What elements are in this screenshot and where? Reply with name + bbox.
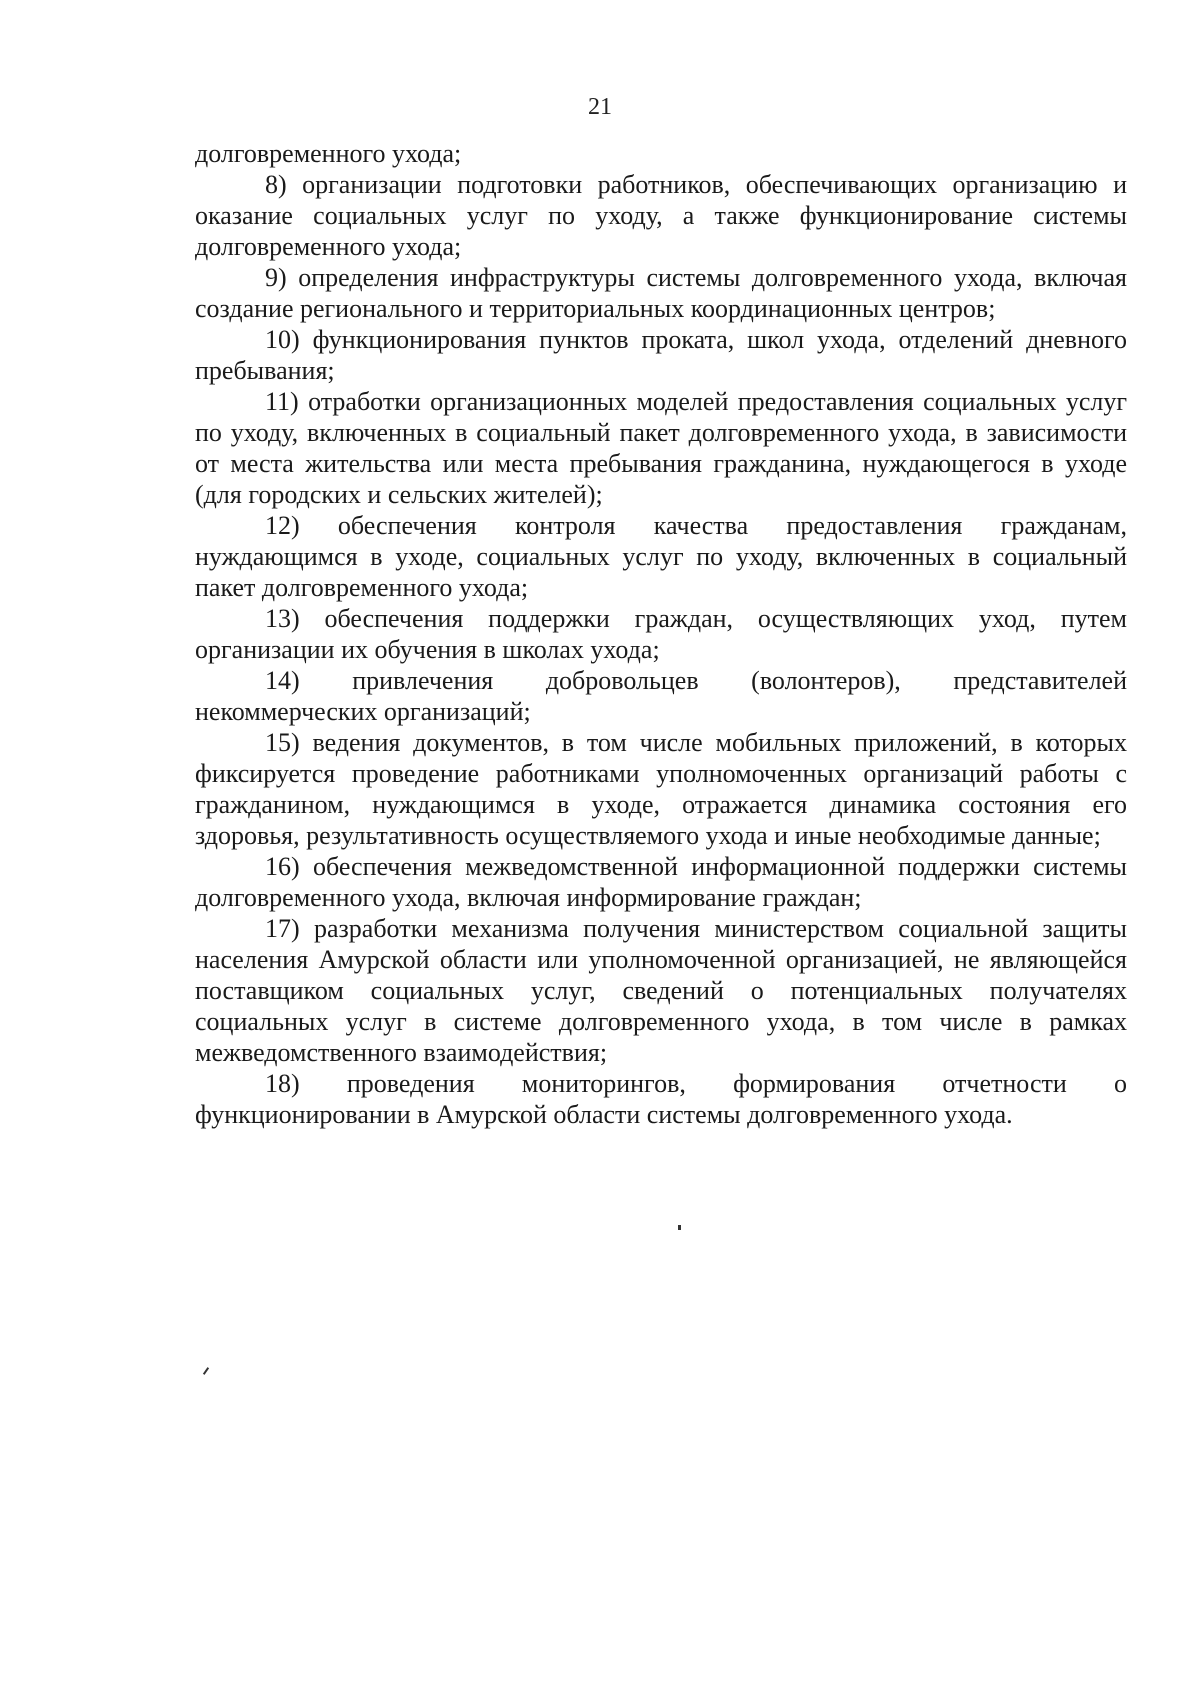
list-item-15: 15) ведения документов, в том числе мобильных приложений, в которых фиксируется проведение работниками уполномоченных организаций работы с гражданином, нуждающимся в уходе, отражается динамика состояния его здоровья, результативность осуществляемого ухода и иные необходимые данные;	[195, 728, 1127, 850]
list-item-16: 16) обеспечения межведомственной информационной поддержки системы долговременного ухода, включая информирование граждан;	[195, 852, 1127, 912]
document-body	[195, 138, 1127, 1130]
list-item-12: 12) обеспечения контроля качества предоставления гражданам, нуждающимся в уходе, социальных услуг по уходу, включенных в социальный пакет долговременного ухода;	[195, 511, 1127, 602]
list-item-11: 11) отработки организационных моделей предоставления социальных услуг по уходу, включенных в социальный пакет долговременного ухода, в зависимости от места жительства или места пребывания гражданина, нуждающегося в уходе (для городских и сельских жителей);	[195, 387, 1127, 509]
page-number: 21	[588, 94, 612, 120]
list-item-10: 10) функционирования пунктов проката, школ ухода, отделений дневного пребывания;	[195, 325, 1127, 385]
list-item-13: 13) обеспечения поддержки граждан, осуществляющих уход, путем организации их обучения в школах ухода;	[195, 604, 1127, 664]
list-item-17: 17) разработки механизма получения министерством социальной защиты населения Амурской области или уполномоченной организацией, не являющейся поставщиком социальных услуг, сведений о потенциальных получателях социальных услуг в системе долговременного ухода, в том числе в рамках межведомственного взаимодействия;	[195, 914, 1127, 1067]
scan-speck	[203, 1367, 209, 1375]
scan-speck	[678, 1225, 681, 1230]
list-item-8: 8) организации подготовки работников, обеспечивающих организацию и оказание социальных услуг по уходу, а также функционирование системы долговременного ухода;	[195, 170, 1127, 261]
list-item-14: 14) привлечения добровольцев (волонтеров), представителей некоммерческих организаций;	[195, 666, 1127, 726]
list-item-18: 18) проведения мониторингов, формирования отчетности о функционировании в Амурской области системы долговременного ухода.	[195, 1069, 1127, 1129]
list-item-9: 9) определения инфраструктуры системы долговременного ухода, включая создание регионального и территориальных координационных центров;	[195, 263, 1127, 323]
paragraph-continuation: долговременного ухода;	[195, 139, 462, 168]
